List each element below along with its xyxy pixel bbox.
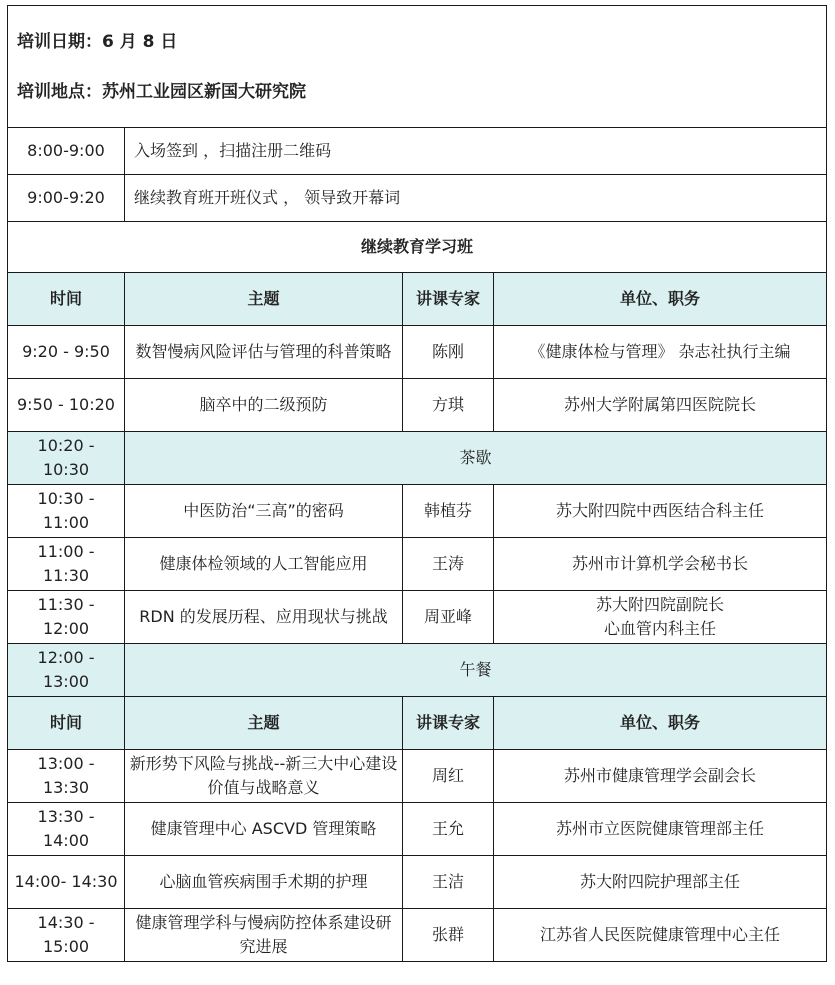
opening-time: 9:00-9:20 [8, 175, 125, 222]
session-speaker: 周红 [403, 750, 494, 803]
session-topic: 心脑血管疾病围手术期的护理 [125, 856, 403, 909]
opening-desc: 入场签到 ，扫描注册二维码 [125, 128, 827, 175]
column-header-row [8, 697, 827, 750]
session-time: 14:30 - 15:00 [8, 909, 125, 962]
session-position [494, 909, 827, 962]
session-topic: 脑卒中的二级预防 [125, 379, 403, 432]
session-row [8, 591, 827, 644]
session-row [8, 538, 827, 591]
session-speaker: 周亚峰 [403, 591, 494, 644]
session-speaker: 韩植芬 [403, 485, 494, 538]
session-time: 9:20 - 9:50 [8, 326, 125, 379]
opening-row [8, 175, 827, 222]
info-cell [8, 6, 827, 128]
date-value: 6 月 8 日 [102, 31, 178, 52]
session-row [8, 856, 827, 909]
schedule-table [7, 5, 827, 962]
session-speaker: 张群 [403, 909, 494, 962]
header-time: 时间 [8, 697, 125, 750]
session-time: 9:50 - 10:20 [8, 379, 125, 432]
session-time: 11:00 - 11:30 [8, 538, 125, 591]
section-title-row [8, 222, 827, 273]
position-line: 苏州大学附属第四医院院长 [563, 395, 756, 414]
session-topic: RDN 的发展历程、应用现状与挑战 [125, 591, 403, 644]
header-topic: 主题 [125, 273, 403, 326]
break-time: 12:00 - 13:00 [8, 644, 125, 697]
training-date [17, 30, 826, 54]
opening-desc: 继续教育班开班仪式 ， 领导致开幕词 [125, 175, 827, 222]
break-label: 茶歇 [125, 432, 827, 485]
session-time: 11:30 - 12:00 [8, 591, 125, 644]
session-position [494, 326, 827, 379]
header-speaker: 讲课专家 [403, 273, 494, 326]
training-place [17, 80, 826, 104]
session-row [8, 379, 827, 432]
session-time: 10:30 - 11:00 [8, 485, 125, 538]
session-position [494, 803, 827, 856]
session-topic: 健康管理中心 ASCVD 管理策略 [125, 803, 403, 856]
header-position: 单位、职务 [494, 697, 827, 750]
date-label: 培训日期： [17, 31, 102, 52]
session-position [494, 538, 827, 591]
session-topic: 新形势下风险与挑战--新三大中心建设价值与战略意义 [125, 750, 403, 803]
session-position [494, 856, 827, 909]
place-label: 培训地点： [17, 81, 102, 102]
position-line: 苏州市健康管理学会副会长 [563, 766, 756, 785]
position-line: 苏州市立医院健康管理部主任 [555, 819, 764, 838]
session-speaker: 陈刚 [403, 326, 494, 379]
session-row [8, 909, 827, 962]
session-speaker: 王允 [403, 803, 494, 856]
session-position [494, 379, 827, 432]
session-row [8, 485, 827, 538]
column-header-row [8, 273, 827, 326]
position-line: 苏大附四院中西医结合科主任 [555, 501, 764, 520]
session-row [8, 326, 827, 379]
header-time: 时间 [8, 273, 125, 326]
session-row [8, 803, 827, 856]
session-topic: 数智慢病风险评估与管理的科普策略 [125, 326, 403, 379]
section-title: 继续教育学习班 [8, 222, 827, 273]
header-position: 单位、职务 [494, 273, 827, 326]
opening-time: 8:00-9:00 [8, 128, 125, 175]
break-label: 午餐 [125, 644, 827, 697]
session-time: 14:00- 14:30 [8, 856, 125, 909]
session-time: 13:30 - 14:00 [8, 803, 125, 856]
opening-row [8, 128, 827, 175]
position-line: 江苏省人民医院健康管理中心主任 [539, 925, 780, 944]
place-value: 苏州工业园区新国大研究院 [102, 81, 306, 102]
session-speaker: 王洁 [403, 856, 494, 909]
break-row [8, 644, 827, 697]
break-row [8, 432, 827, 485]
position-line: 苏大附四院副院长 [595, 595, 724, 614]
position-line: 心血管内科主任 [603, 619, 716, 638]
session-position [494, 591, 827, 644]
position-line: 《健康体检与管理》 杂志社执行主编 [529, 342, 791, 361]
session-position [494, 485, 827, 538]
position-line: 苏州市计算机学会秘书长 [571, 554, 748, 573]
session-topic: 中医防治“三高”的密码 [125, 485, 403, 538]
break-time: 10:20 - 10:30 [8, 432, 125, 485]
session-topic: 健康体检领域的人工智能应用 [125, 538, 403, 591]
session-topic: 健康管理学科与慢病防控体系建设研究进展 [125, 909, 403, 962]
session-row [8, 750, 827, 803]
session-speaker: 方琪 [403, 379, 494, 432]
session-time: 13:00 - 13:30 [8, 750, 125, 803]
session-position [494, 750, 827, 803]
header-speaker: 讲课专家 [403, 697, 494, 750]
position-line: 苏大附四院护理部主任 [579, 872, 740, 891]
header-topic: 主题 [125, 697, 403, 750]
info-row [8, 6, 827, 128]
session-speaker: 王涛 [403, 538, 494, 591]
